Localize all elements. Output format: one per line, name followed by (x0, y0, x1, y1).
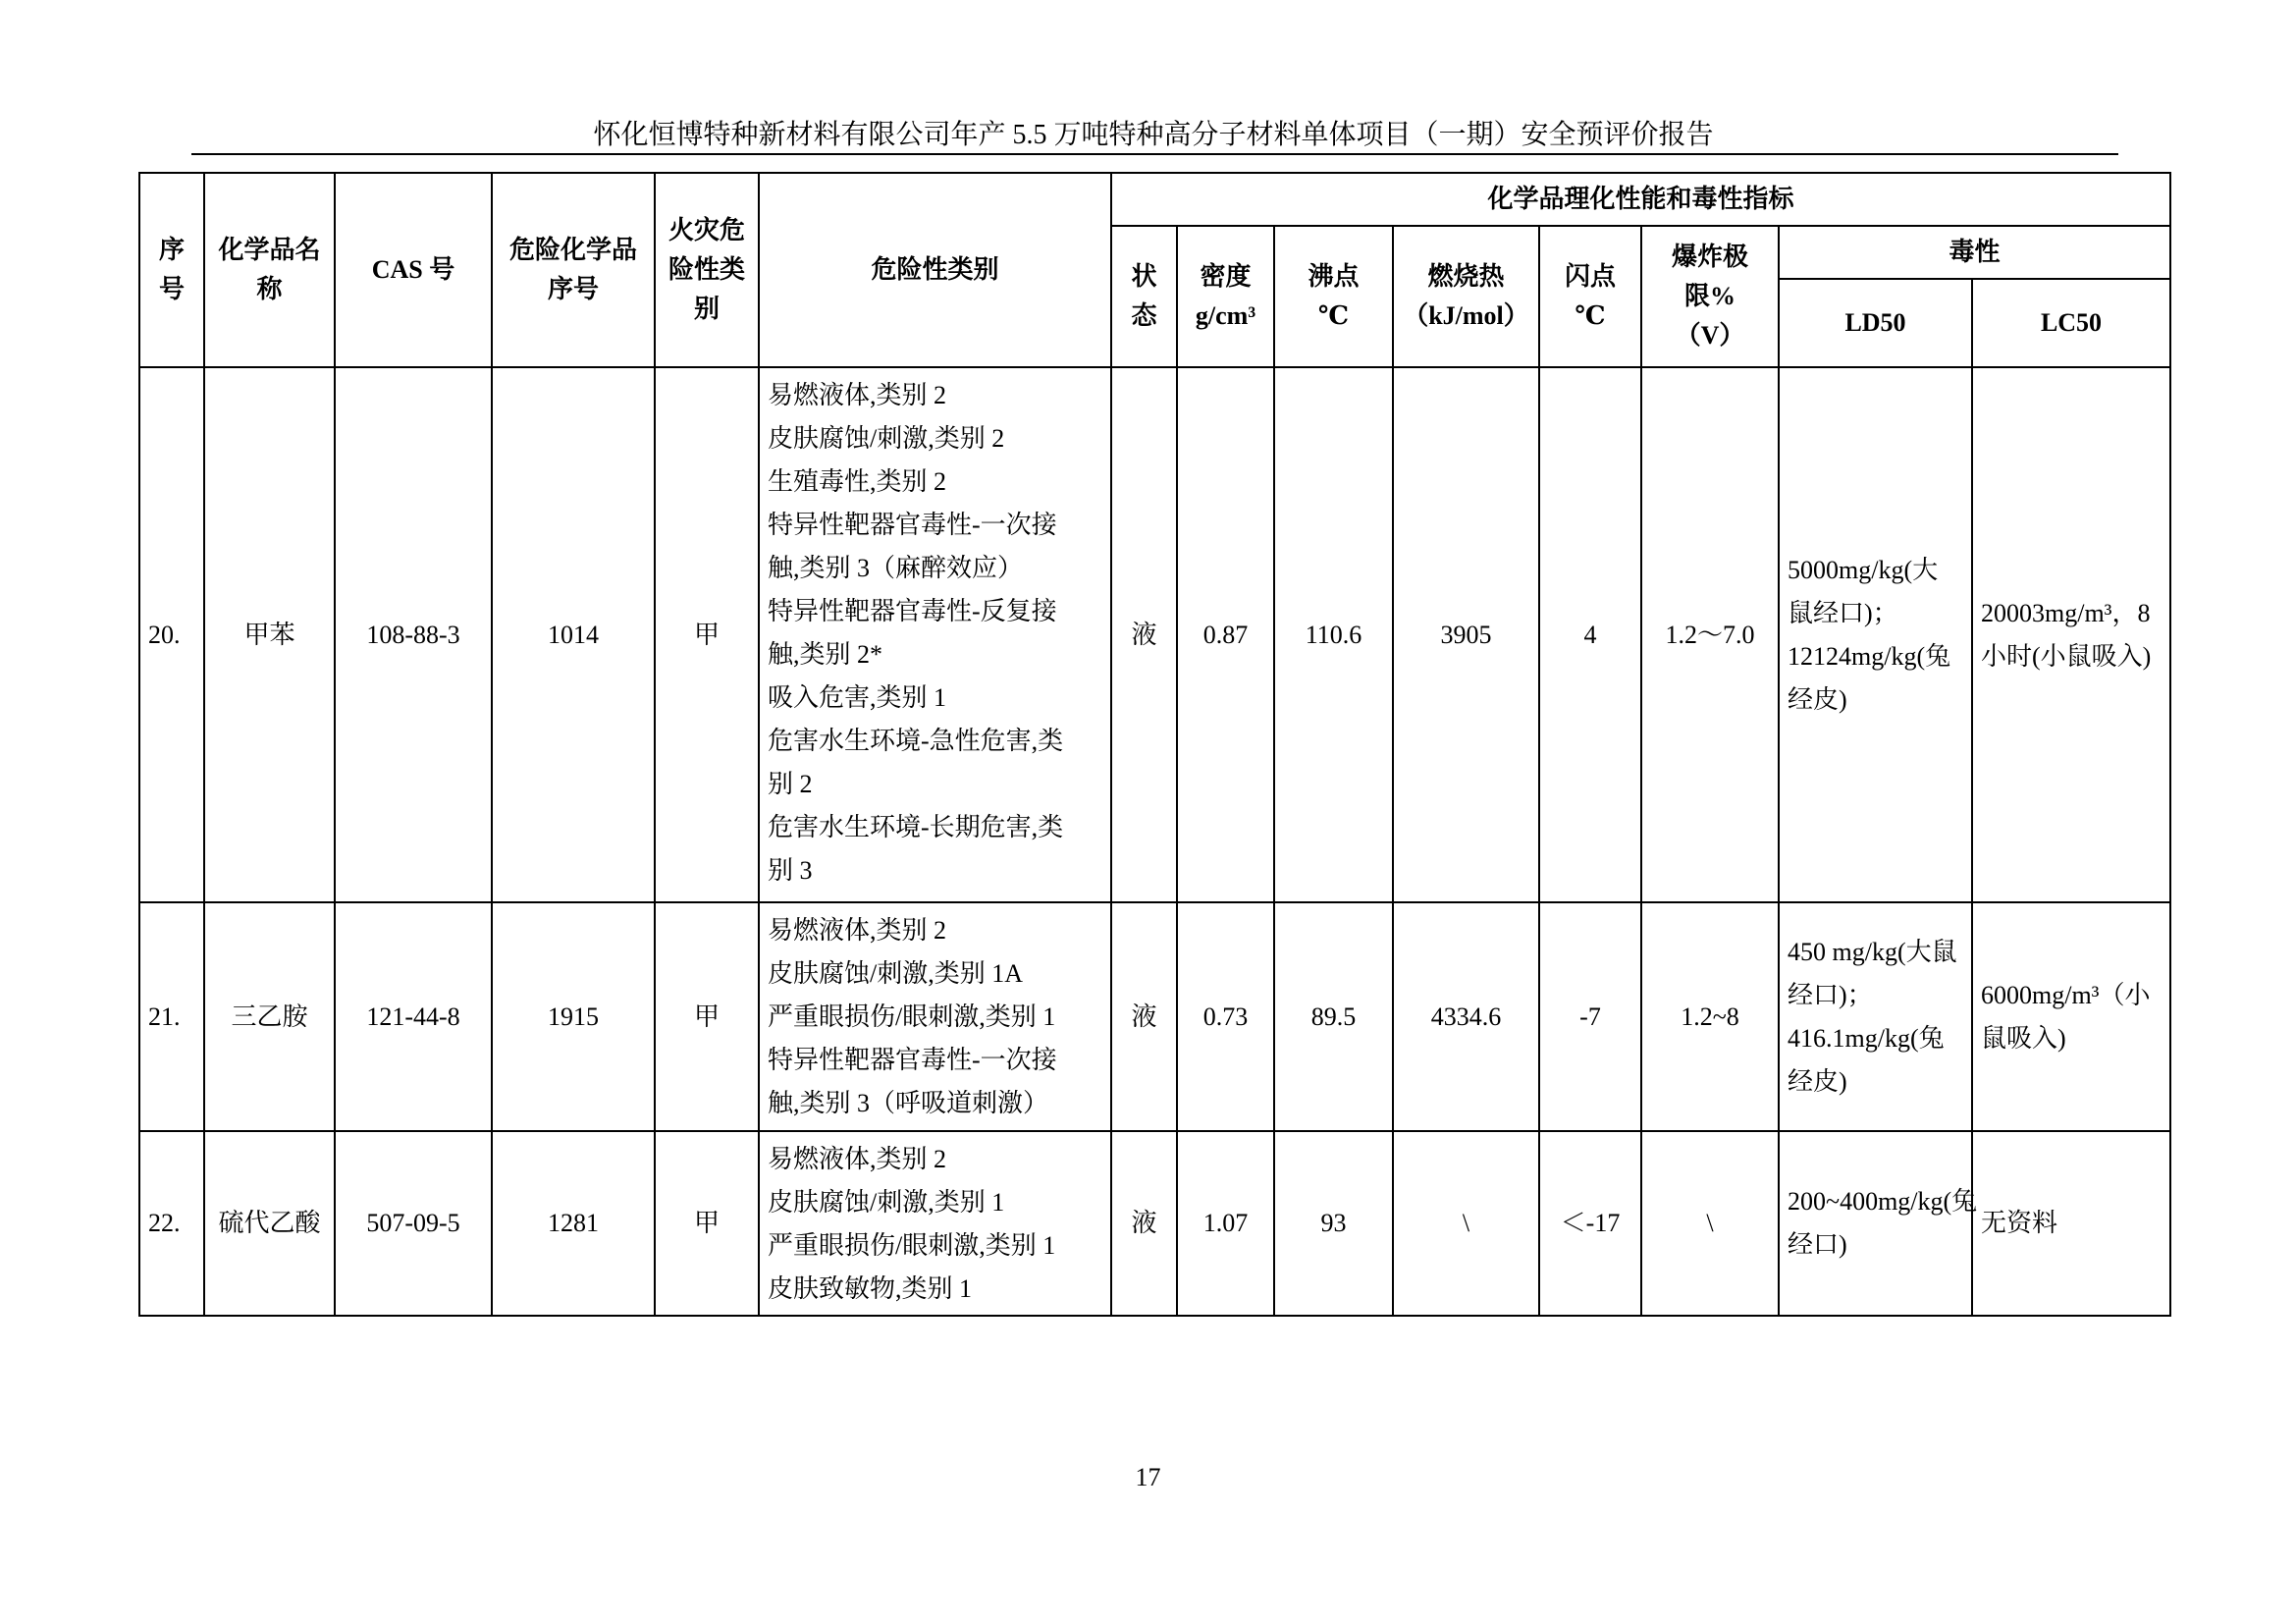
cell-flash: 4 (1539, 367, 1641, 902)
col-header-ld50: LD50 (1779, 279, 1972, 367)
cell-state: 液 (1111, 367, 1177, 902)
flash-label: 闪点 (1564, 262, 1616, 291)
cell-seq: 20. (139, 367, 204, 902)
col-header-toxicity: 毒性 (1779, 226, 2170, 279)
cell-name: 三乙胺 (204, 902, 335, 1131)
cell-explosion: \ (1641, 1131, 1779, 1316)
cell-cas: 108-88-3 (335, 367, 492, 902)
cell-state: 液 (1111, 1131, 1177, 1316)
table-row (139, 902, 2170, 1131)
cell-state: 液 (1111, 902, 1177, 1131)
flash-unit: ℃ (1575, 301, 1606, 330)
hazard-category-line: 特异性靶器官毒性-反复接 (768, 597, 1057, 625)
explosion-label: 爆炸极限% (1671, 243, 1748, 310)
col-header-state: 状态 (1111, 226, 1177, 367)
hazard-category-line: 危害水生环境-长期危害,类 (768, 813, 1064, 841)
cell-lc50: 20003mg/m³，8 小时(小鼠吸入) (1972, 367, 2170, 902)
cell-density: 0.73 (1177, 902, 1274, 1131)
chemical-properties-table (138, 172, 2171, 1317)
cell-lc50: 无资料 (1972, 1131, 2170, 1316)
hazard-category-line: 触,类别 3（呼吸道刺激） (768, 1089, 1049, 1117)
cell-seq: 21. (139, 902, 204, 1131)
col-header-hazard-category: 危险性类别 (759, 173, 1111, 367)
cell-name: 硫代乙酸 (204, 1131, 335, 1316)
page-number: 17 (1135, 1463, 1161, 1491)
cell-boiling: 89.5 (1274, 902, 1393, 1131)
cell-fire-class: 甲 (655, 367, 759, 902)
cell-density: 1.07 (1177, 1131, 1274, 1316)
cell-density: 0.87 (1177, 367, 1274, 902)
hazard-category-line: 危害水生环境-急性危害,类 (768, 727, 1064, 755)
table-row (139, 367, 2170, 902)
cell-hazard-category (759, 367, 1111, 902)
col-header-lc50: LC50 (1972, 279, 2170, 367)
hazard-category-line: 生殖毒性,类别 2 (768, 467, 947, 496)
hazard-category-line: 触,类别 3（麻醉效应） (768, 554, 1024, 582)
cell-flash: ＜-17 (1539, 1131, 1641, 1316)
cell-combustion: 3905 (1393, 367, 1539, 902)
boiling-unit: ℃ (1317, 301, 1350, 330)
col-header-combustion (1393, 226, 1539, 367)
col-header-group: 化学品理化性能和毒性指标 (1111, 173, 2170, 226)
cell-boiling: 93 (1274, 1131, 1393, 1316)
cell-explosion: 1.2～7.0 (1641, 367, 1779, 902)
cell-cas: 121-44-8 (335, 902, 492, 1131)
cell-combustion: 4334.6 (1393, 902, 1539, 1131)
hazard-category-line: 皮肤致敏物,类别 1 (768, 1274, 973, 1303)
hazard-category-line: 特异性靶器官毒性-一次接 (768, 511, 1057, 539)
cell-lc50: 6000mg/m³（小鼠吸入) (1972, 902, 2170, 1131)
cell-hazard-no: 1915 (492, 902, 655, 1131)
col-header-fire-class: 火灾危险性类别 (655, 173, 759, 367)
col-header-explosion (1641, 226, 1779, 367)
explosion-unit: （V） (1675, 321, 1745, 350)
hazard-category-line: 易燃液体,类别 2 (768, 381, 947, 409)
col-header-boiling (1274, 226, 1393, 367)
hazard-category-line: 严重眼损伤/眼刺激,类别 1 (768, 1231, 1056, 1260)
hazard-category-line: 触,类别 2* (768, 640, 883, 669)
header-divider (191, 153, 2118, 155)
hazard-category-line: 皮肤腐蚀/刺激,类别 2 (768, 424, 1005, 453)
hazard-category-line: 别 3 (768, 856, 813, 885)
col-header-flash (1539, 226, 1641, 367)
col-header-cas: CAS 号 (335, 173, 492, 367)
col-header-name: 化学品名称 (204, 173, 335, 367)
cell-boiling: 110.6 (1274, 367, 1393, 902)
hazard-category-line: 严重眼损伤/眼刺激,类别 1 (768, 1002, 1056, 1031)
hazard-category-line: 皮肤腐蚀/刺激,类别 1 (768, 1188, 1005, 1217)
cell-hazard-no: 1014 (492, 367, 655, 902)
density-label: 密度 (1200, 262, 1252, 291)
cell-ld50: 450 mg/kg(大鼠经口)；416.1mg/kg(兔经皮) (1779, 902, 1972, 1131)
cell-hazard-category (759, 902, 1111, 1131)
cell-flash: -7 (1539, 902, 1641, 1131)
hazard-category-line: 皮肤腐蚀/刺激,类别 1A (768, 959, 1024, 988)
cell-seq: 22. (139, 1131, 204, 1316)
table-row (139, 1131, 2170, 1316)
col-header-hazard-no: 危险化学品序号 (492, 173, 655, 367)
cell-combustion: \ (1393, 1131, 1539, 1316)
combustion-unit: （kJ/mol） (1403, 301, 1529, 330)
hazard-category-line: 易燃液体,类别 2 (768, 916, 947, 945)
cell-hazard-no: 1281 (492, 1131, 655, 1316)
cell-name: 甲苯 (204, 367, 335, 902)
cell-cas: 507-09-5 (335, 1131, 492, 1316)
density-unit: g/cm³ (1195, 301, 1256, 330)
boiling-label: 沸点 (1308, 262, 1360, 291)
cell-ld50: 5000mg/kg(大鼠经口)；12124mg/kg(兔经皮) (1779, 367, 1972, 902)
cell-explosion: 1.2~8 (1641, 902, 1779, 1131)
hazard-category-line: 易燃液体,类别 2 (768, 1145, 947, 1173)
cell-ld50: 200~400mg/kg(兔经口) (1779, 1131, 1972, 1316)
col-header-density (1177, 226, 1274, 367)
cell-fire-class: 甲 (655, 1131, 759, 1316)
hazard-category-line: 别 2 (768, 770, 813, 798)
cell-hazard-category (759, 1131, 1111, 1316)
cell-fire-class: 甲 (655, 902, 759, 1131)
hazard-category-line: 吸入危害,类别 1 (768, 683, 947, 712)
page-header-title: 怀化恒博特种新材料有限公司年产 5.5 万吨特种高分子材料单体项目（一期）安全预评价报告 (593, 120, 1714, 150)
combustion-label: 燃烧热 (1427, 262, 1505, 291)
hazard-category-line: 特异性靶器官毒性-一次接 (768, 1046, 1057, 1074)
col-header-seq: 序号 (139, 173, 204, 367)
